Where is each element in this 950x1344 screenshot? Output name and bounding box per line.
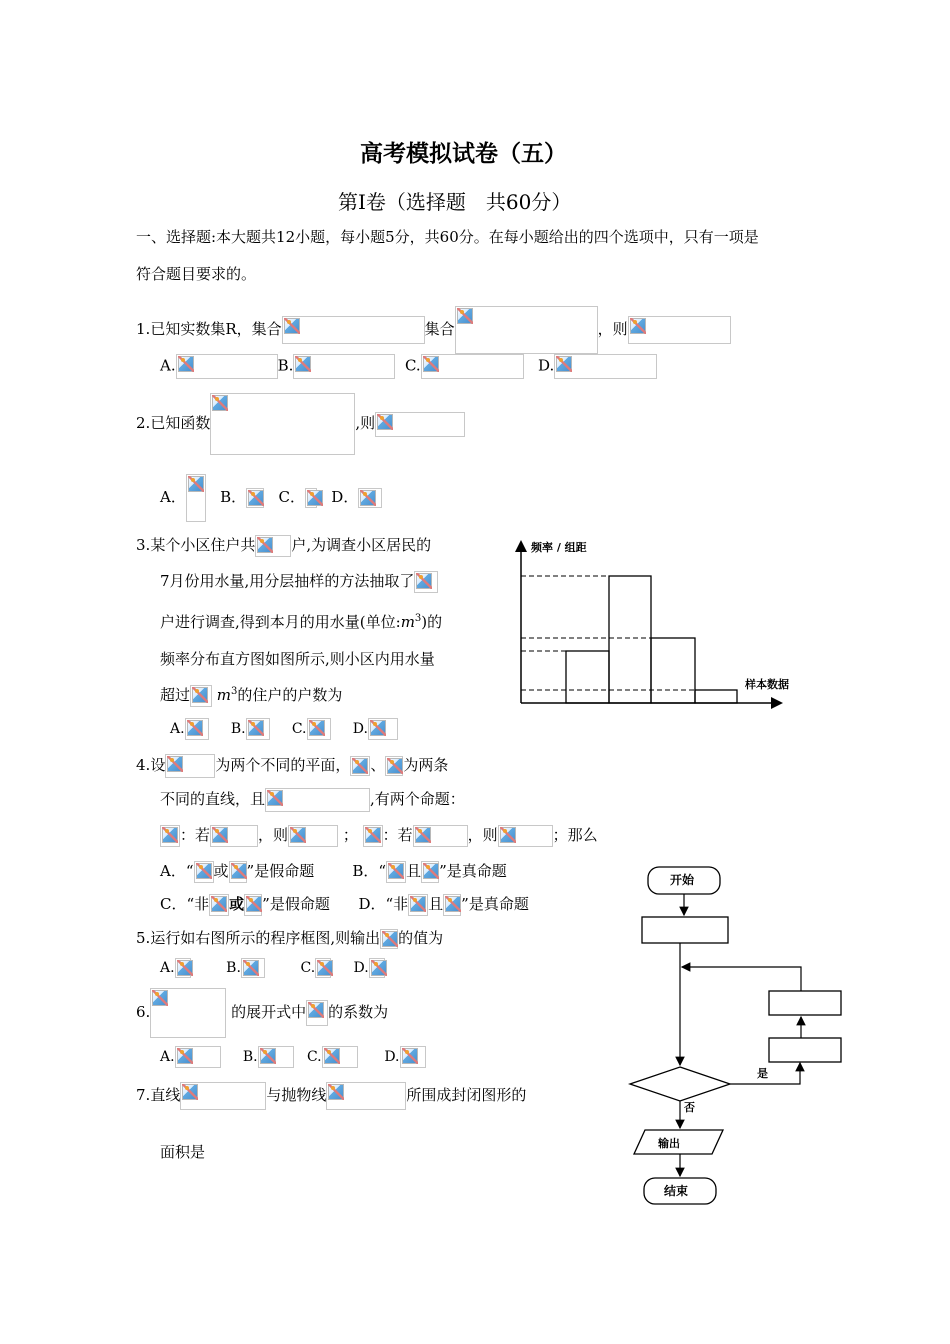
formula-image (385, 756, 403, 776)
option-c-image (315, 958, 331, 978)
option-a-image (176, 354, 278, 379)
question-7-stem: 7.直线 与抛物线 所围成封闭图形的 (136, 1082, 526, 1110)
formula-image (194, 861, 214, 883)
section-subtitle: 第Ⅰ卷（选择题 共60分） (338, 190, 572, 214)
option-c-image (305, 488, 317, 508)
formula-image (209, 894, 229, 916)
question-4-line-2: 不同的直线，且 ,有两个命题： (160, 788, 465, 812)
histogram-bar (566, 651, 609, 703)
option-d-image (554, 354, 657, 379)
formula-image (363, 825, 383, 847)
option-a-image (185, 718, 209, 740)
formula-image (498, 825, 553, 847)
formula-image (408, 894, 428, 916)
option-d-image (358, 488, 382, 508)
option-b-image (293, 354, 395, 379)
question-2-options: A． B． C． D． (160, 474, 382, 522)
histogram-bar (609, 576, 651, 703)
output-label: 输出 (658, 1137, 680, 1150)
question-6-options: A. B. C. D. (160, 1046, 426, 1068)
formula-image (326, 1082, 406, 1110)
question-3-line-2: 7月份用水量,用分层抽样的方法抽取了 (160, 570, 438, 593)
page-title: 高考模拟试卷（五） (360, 140, 567, 167)
init-process-box (642, 917, 728, 943)
question-3-line-1: 3.某个小区住户共 户,为调查小区居民的 (136, 534, 431, 557)
formula-image (160, 825, 180, 847)
formula-image (265, 788, 370, 812)
question-3-line-5: 超过 $m^3$的住户的户数为 (160, 684, 342, 707)
histogram-bar (695, 690, 737, 703)
formula-image (165, 754, 215, 778)
formula-image (380, 929, 398, 949)
question-3-line-4: 频率分布直方图如图所示,则小区内用水量 (160, 650, 435, 668)
option-d-image (400, 1046, 426, 1068)
formula-image (421, 861, 439, 883)
option-a-image (175, 1046, 221, 1068)
formula-image (190, 685, 212, 707)
question-3-options: A. B. C. D. (170, 718, 398, 740)
option-d-image (369, 958, 385, 978)
formula-image (386, 861, 406, 883)
option-c-image (421, 354, 524, 379)
y-axis-label: 频率 / 组距 (531, 541, 587, 554)
histogram-bar (651, 638, 695, 703)
option-d-image (368, 718, 398, 740)
program-flowchart (620, 862, 850, 1210)
process-box-upper (769, 991, 841, 1015)
question-4-line-1: 4.设 为两个不同的平面， 、 为两条 (136, 754, 448, 778)
question-3-line-3: 户进行调查,得到本月的用水量(单位$:m^3$)的 (160, 613, 443, 631)
end-label: 结束 (664, 1184, 689, 1198)
x-axis-label: 样本数据 (745, 678, 789, 691)
formula-image (414, 571, 438, 593)
formula-image (350, 756, 370, 776)
formula-image (210, 825, 258, 847)
formula-image (255, 535, 291, 557)
formula-image (455, 306, 598, 354)
formula-image (282, 316, 425, 344)
instructions-line-2: 符合题目要求的。 (136, 265, 257, 283)
formula-image (443, 894, 461, 916)
question-5-stem: 5.运行如右图所示的程序框图,则输出 的值为 (136, 929, 444, 947)
decision-diamond (630, 1067, 730, 1101)
instructions-line-1: 一、选择题:本大题共12小题，每小题5分，共60分。在每小题给出的四个选项中，只有一项是 (136, 228, 759, 246)
process-box-lower (769, 1038, 841, 1062)
formula-image (210, 393, 355, 455)
formula-image (306, 1000, 328, 1026)
option-a-image (175, 958, 191, 978)
option-c-image (322, 1046, 358, 1068)
formula-image (375, 412, 465, 437)
formula-image (413, 825, 468, 847)
yes-label: 是 (757, 1067, 768, 1080)
formula-image (244, 894, 262, 916)
formula-image (229, 861, 247, 883)
formula-image (288, 825, 338, 847)
formula-image (180, 1082, 266, 1110)
question-4-options-ab: A．“ 或 ”是假命题 B．“ 且 ”是真命题 (160, 860, 507, 883)
question-2-stem: 2.已知函数 ,则 (136, 393, 465, 455)
question-4-options-cd: C．“非 或 ”是假命题 D．“非 且 ”是真命题 (160, 893, 529, 916)
loop-back-arrow (682, 967, 801, 991)
formula-image (150, 988, 226, 1038)
question-4-line-3: ：若 ，则 ； ：若 ，则 ；那么 (160, 824, 598, 847)
start-label: 开始 (670, 873, 695, 887)
option-a-image (186, 474, 206, 522)
question-1-options: A. B. C. D. (160, 354, 657, 379)
no-label: 否 (684, 1101, 695, 1114)
question-1-stem: 1.已知实数集R，集合 集合 ，则 (136, 306, 731, 354)
option-b-image (246, 488, 264, 508)
option-b-image (258, 1046, 294, 1068)
option-b-image (241, 958, 265, 978)
question-7-line-2: 面积是 (160, 1143, 206, 1161)
option-b-image (246, 718, 270, 740)
question-6-stem: 6. 的展开式中 的系数为 (136, 988, 388, 1038)
option-c-image (307, 718, 331, 740)
formula-image (628, 316, 731, 344)
question-5-options: A. B. C. D. (160, 958, 385, 978)
frequency-histogram (505, 535, 790, 715)
